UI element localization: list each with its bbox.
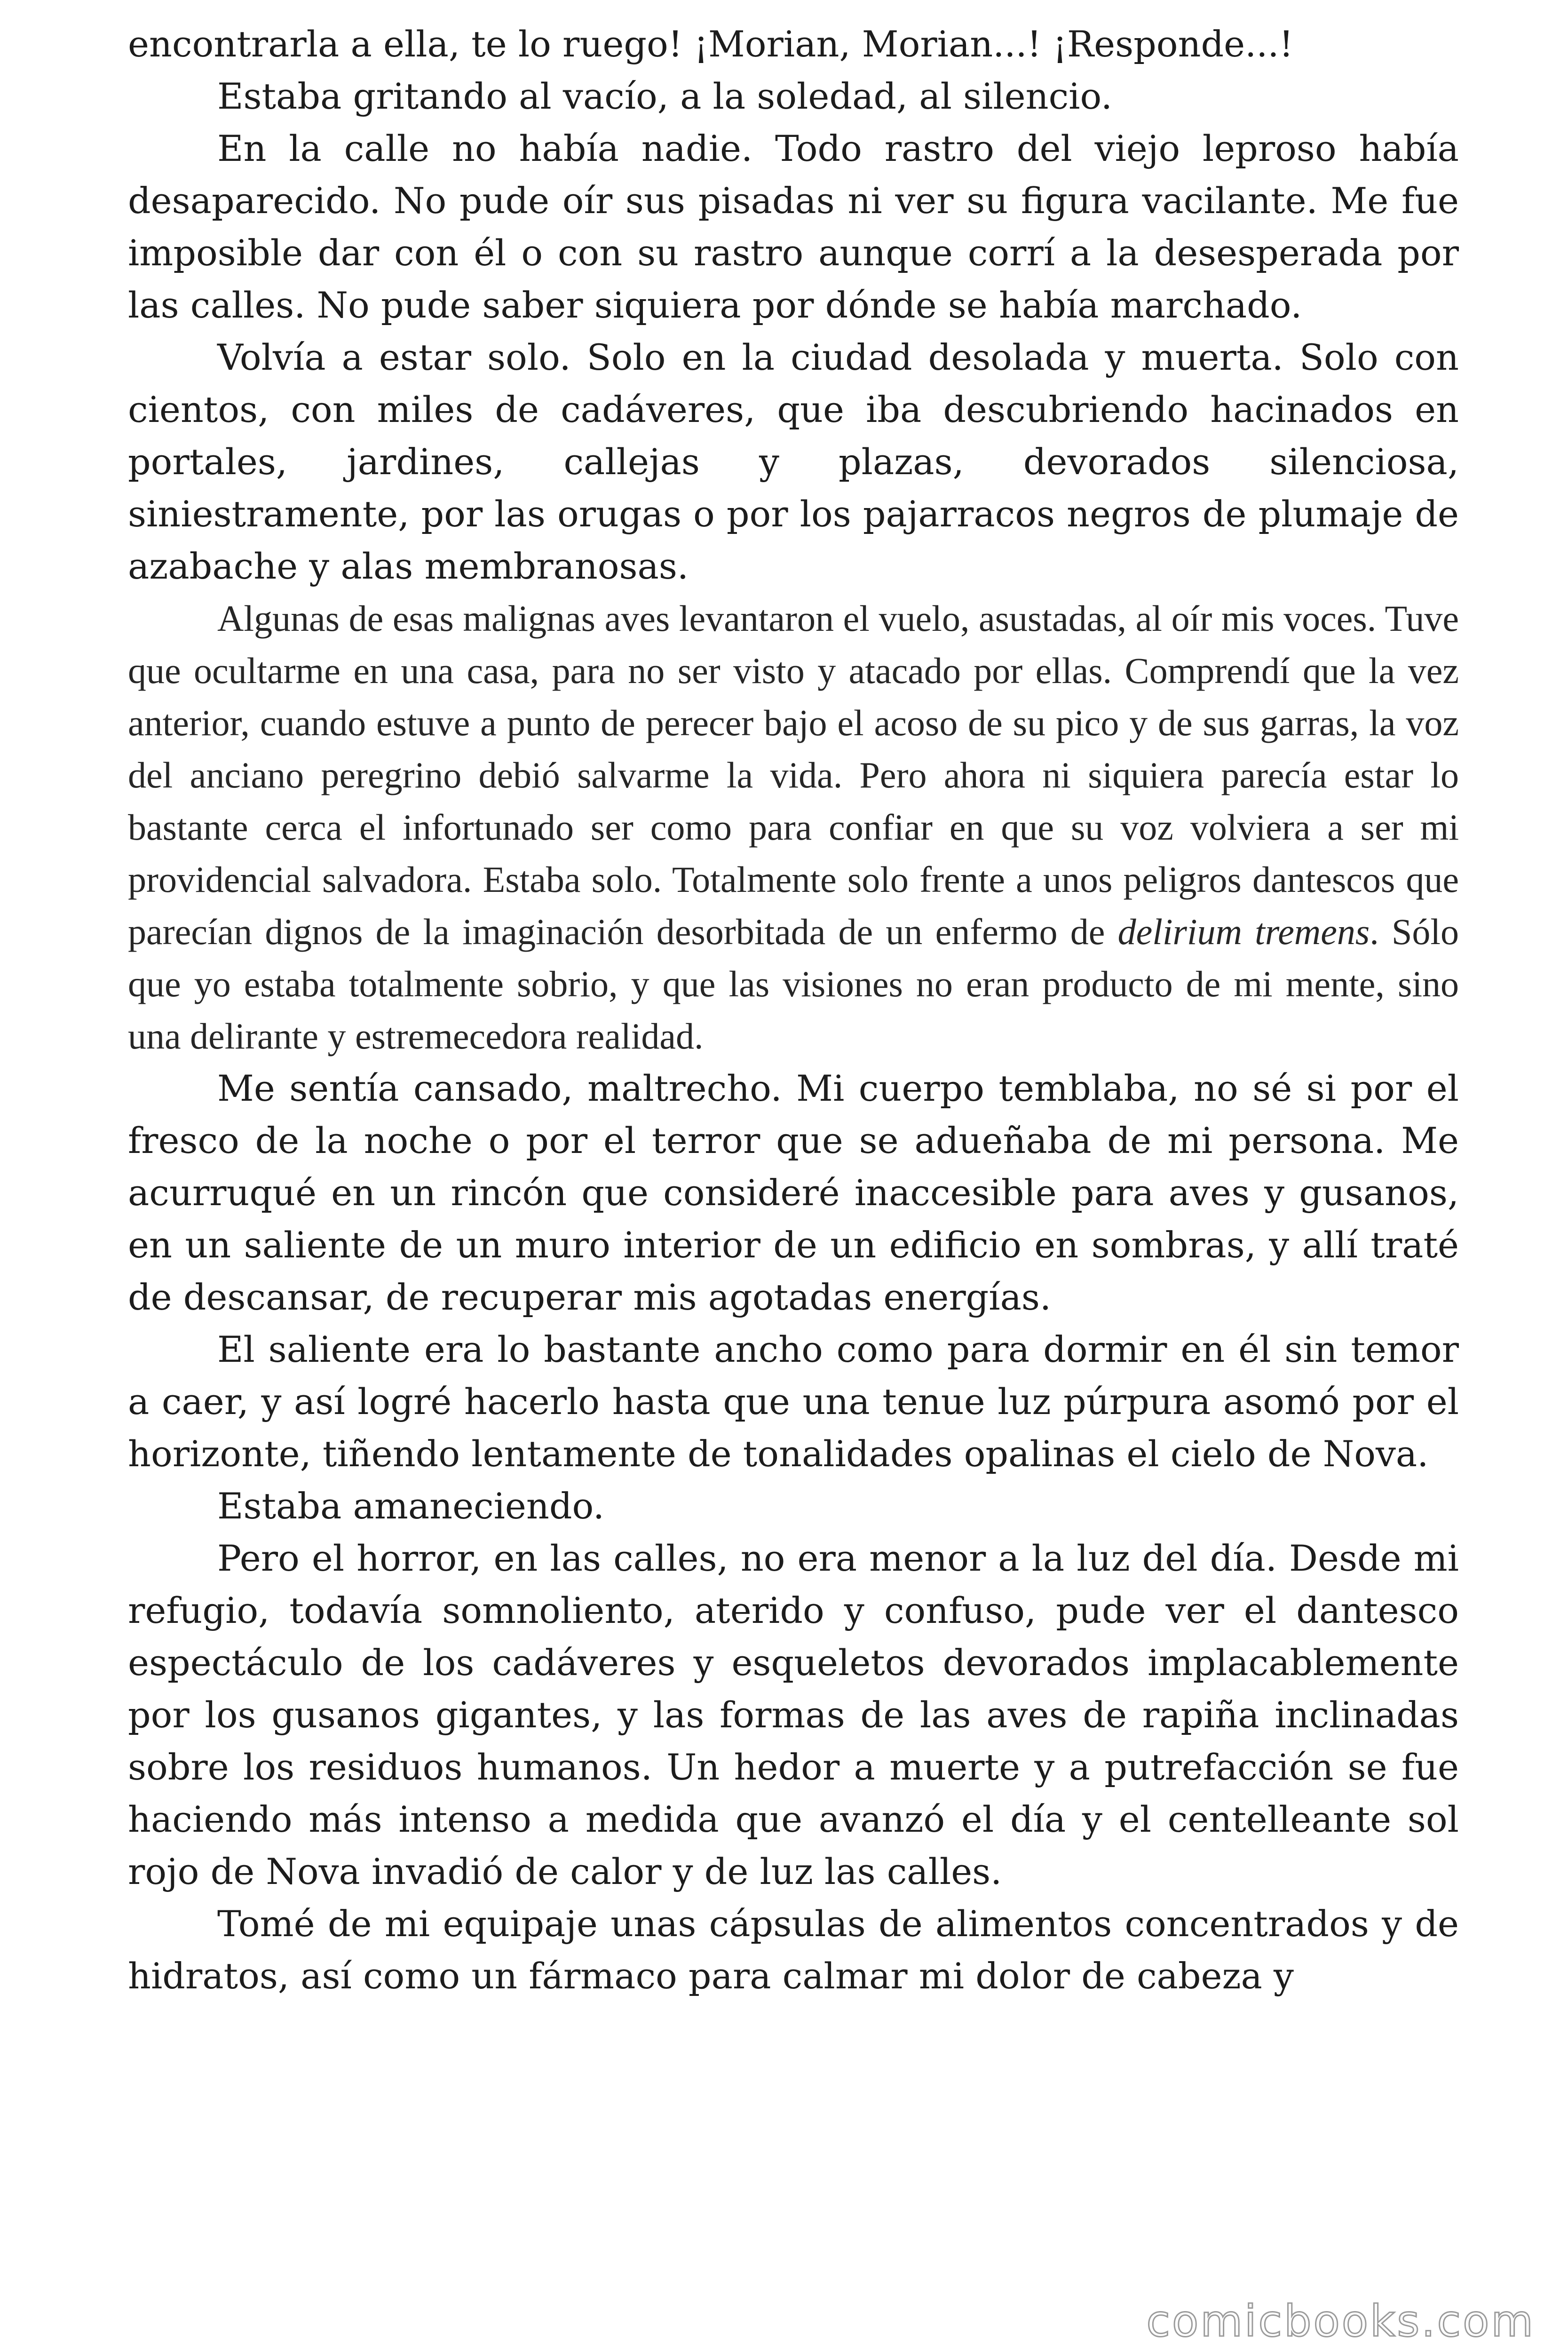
paragraph-aves-text-before: Algunas de esas malignas aves levantaron el vuelo, asustadas, al oír mis voces. Tuve que ocultarme en una casa, para no ser visto y atacado por ellas. Comprendí que la vez anterior, cuando estuve a punto de perecer bajo el acoso de su pico y de sus garras, la voz del anciano peregrino debió salvarme la vida. Pero ahora ni siquiera parecía estar lo bastante cerca el infortunado ser como para confiar en que su voz volviera a ser mi providencial salvadora. Estaba solo. Totalmente solo frente a unos peligros dantescos que parecían dignos de la imaginación desorbitada de un enfermo de [128,598,1459,952]
paragraph-equipaje: Tomé de mi equipaje unas cápsulas de alimentos concentrados y de hidratos, así como un fármaco para calmar mi dolor de cabeza y [128,1903,1459,1997]
paragraph-aves-malignas [128,592,1459,1062]
paragraph-aves-italic: delirium tremens [1117,911,1370,952]
paragraph-calle-vacia: En la calle no había nadie. Todo rastro del viejo leproso había desaparecido. No pude oír sus pisadas ni ver su figura vacilante. Me fue imposible dar con él o con su rastro aunque corrí a la desesperada por las calles. No pude saber siquiera por dónde se había marchado. [128,127,1459,326]
paragraph-amaneciendo: Estaba amaneciendo. [217,1485,605,1527]
paragraph-continuation: encontrarla a ella, te lo ruego! ¡Morian, Morian...! ¡Responde...! [128,23,1294,65]
paragraph-solo-ciudad: Volvía a estar solo. Solo en la ciudad desolada y muerta. Solo con cientos, con miles de cadáveres, que iba descubriendo hacinados en portales, jardines, callejas y plazas, devorados silenciosa, siniestramente, por las orugas o por los pajarracos negros de plumaje de azabache y alas membranosas. [128,336,1459,587]
book-page-text [128,18,1459,2002]
paragraph-saliente: El saliente era lo bastante ancho como para dormir en él sin temor a caer, y así logré hacerlo hasta que una tenue luz púrpura asomó por el horizonte, tiñendo lentamente de tonalidades opalinas el cielo de Nova. [128,1328,1459,1475]
paragraph-horror-calles: Pero el horror, en las calles, no era menor a la luz del día. Desde mi refugio, todavía somnoliento, aterido y confuso, pude ver el dantesco espectáculo de los cadáveres y esqueletos devorados implacablemente por los gusanos gigantes, y las formas de las aves de rapiña inclinadas sobre los residuos humanos. Un hedor a muerte y a putrefacción se fue haciendo más intenso a medida que avanzó el día y el centelleante sol rojo de Nova invadió de calor y de luz las calles. [128,1537,1459,1892]
paragraph-gritando: Estaba gritando al vacío, a la soledad, al silencio. [217,75,1113,117]
paragraph-cansado: Me sentía cansado, maltrecho. Mi cuerpo temblaba, no sé si por el fresco de la noche o por el terror que se adueñaba de mi persona. Me acurruqué en un rincón que consideré inaccesible para aves y gusanos, en un saliente de un muro interior de un edificio en sombras, y allí traté de descansar, de recuperar mis agotadas energías. [128,1067,1459,1318]
paragraph-aves-text-after: . Sólo que yo estaba totalmente sobrio, y que las visiones no eran producto de mi mente, sino una delirante y estremecedora realidad. [128,911,1459,1057]
watermark-logo: comicbooks.com [1146,2296,1535,2346]
